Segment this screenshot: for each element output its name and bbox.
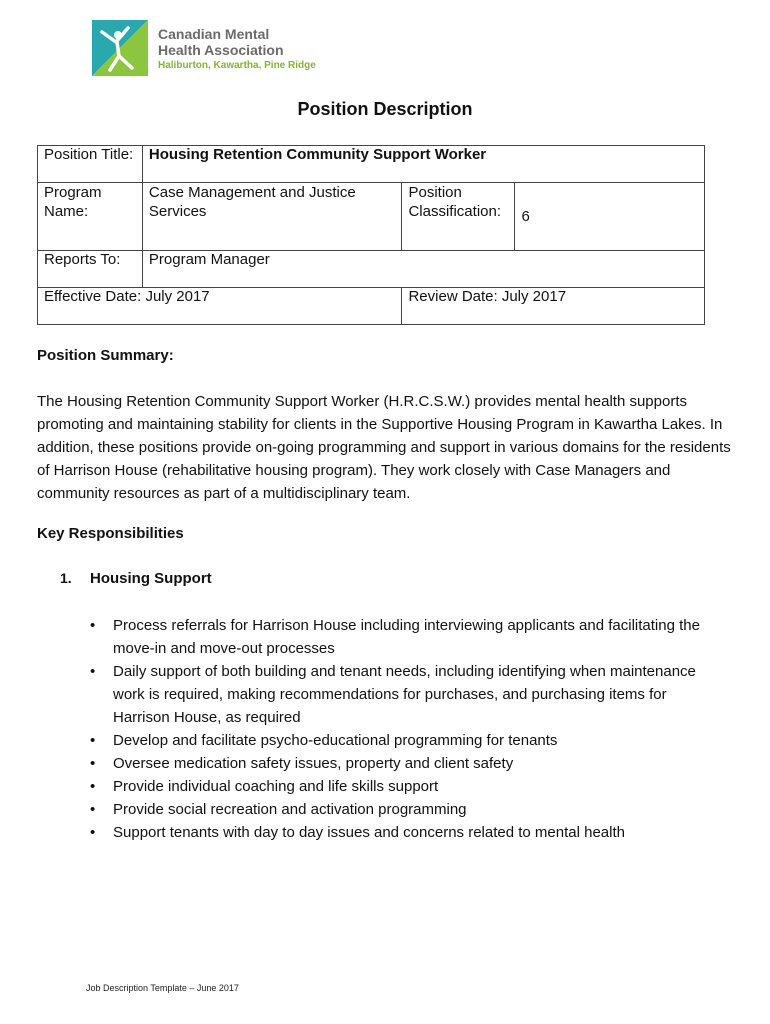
classification-value: 6	[515, 183, 705, 251]
effective-date: Effective Date: July 2017	[38, 288, 402, 325]
classification-label	[402, 183, 515, 251]
program-name-value-line2: Services	[148, 203, 207, 220]
responsibility-list	[90, 614, 710, 844]
program-name-value-line1: Case Management and Justice	[148, 184, 356, 201]
list-item: • Oversee medication safety issues, property and client safety	[90, 752, 710, 775]
org-name-line2: Health Association	[158, 42, 284, 58]
list-item: • Develop and facilitate psycho-educational programming for tenants	[90, 729, 710, 752]
cmha-logo-icon	[90, 18, 150, 78]
responsibilities-heading: Key Responsibilities	[37, 525, 184, 542]
list-item: • Provide social recreation and activation programming	[90, 798, 710, 821]
section-number: 1.	[60, 570, 72, 586]
logo	[90, 18, 390, 80]
position-title-label: Position Title:	[38, 146, 143, 183]
program-name-label-line2: Name:	[44, 203, 89, 220]
summary-heading: Position Summary:	[37, 347, 174, 364]
section-title: Housing Support	[90, 570, 212, 587]
page-title: Position Description	[297, 99, 473, 119]
position-title-value: Housing Retention Community Support Worker	[142, 146, 704, 183]
list-item: • Support tenants with day to day issues and concerns related to mental health	[90, 821, 710, 844]
housing-support-heading	[60, 570, 212, 587]
reports-to-label: Reports To:	[38, 251, 143, 288]
classification-label-line1: Position	[408, 184, 462, 201]
footer-text: Job Description Template – June 2017	[86, 983, 239, 993]
position-info-table	[37, 145, 705, 325]
program-name-label-line1: Program	[44, 184, 102, 201]
list-item: • Process referrals for Harrison House including interviewing applicants and facilitating the move-in and move-out processes	[90, 614, 710, 660]
classification-label-line2: Classification:	[408, 203, 502, 220]
org-region: Haliburton, Kawartha, Pine Ridge	[158, 60, 316, 71]
reports-to-value: Program Manager	[142, 251, 704, 288]
list-item: • Daily support of both building and tenant needs, including identifying when maintenance work is required, making recommendations for purchases, and purchasing items for Harrison House, as required	[90, 660, 710, 729]
program-name-value	[142, 183, 402, 251]
list-item: • Provide individual coaching and life skills support	[90, 775, 710, 798]
org-name-line1: Canadian Mental	[158, 26, 270, 42]
program-name-label	[38, 183, 143, 251]
review-date: Review Date: July 2017	[402, 288, 705, 325]
summary-text: The Housing Retention Community Support Worker (H.R.C.S.W.) provides mental health supports promoting and maintaining stability for clients in the Supportive Housing Program in Kawartha Lakes. In addition, these positions provide on-going programming and support in various domains for the residents of Harrison House (rehabilitative housing program). They work closely with Case Managers and community resources as part of a multidisciplinary team.	[37, 393, 731, 502]
